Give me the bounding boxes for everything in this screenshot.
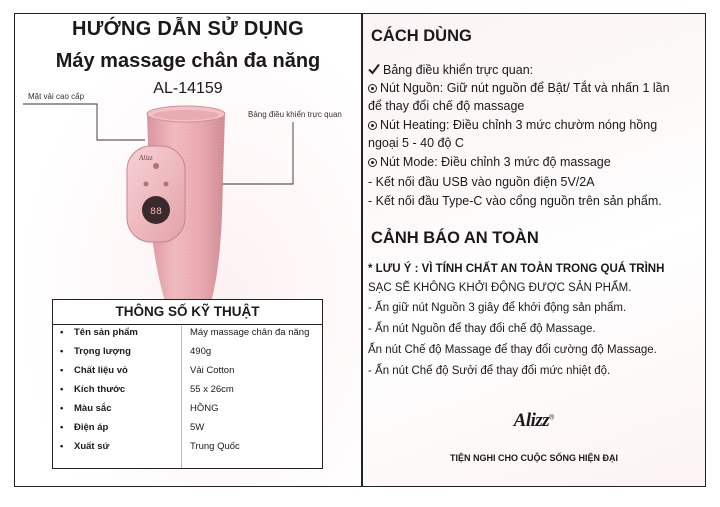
safety-line: * LƯU Ý : VÌ TÍNH CHẤT AN TOÀN TRONG QUÁ TRÌNH [368,263,665,275]
spec-row [52,327,323,346]
spec-value: Trung Quốc [190,441,240,452]
brand-tagline: TIỆN NGHI CHO CUỘC SỐNG HIỆN ĐẠI [449,453,618,463]
brand-logo-text: Alizz [513,410,550,431]
spec-value: Máy massage chân đa năng [190,327,310,338]
spec-key: • Xuất sứ [74,441,109,452]
spec-row [52,384,323,403]
spec-row [52,422,323,441]
manual-title: HƯỚNG DẪN SỬ DỤNG [71,18,304,40]
safety-line: - Ấn nút Chế độ Sưởi để thay đổi mức nhiệt độ. [368,365,611,377]
safety-heading: CẢNH BÁO AN TOÀN [371,229,539,247]
control-panel [127,146,185,242]
usage-line: Nút Heating: Điều chỉnh 3 mức chườm nóng hồng [368,118,657,132]
spec-key: • Tên sản phẩm [74,327,138,338]
svg-text:Alizz: Alizz [139,154,153,162]
spec-rows [52,325,323,469]
usage-line: Nút Nguồn: Giữ nút nguồn để Bật/ Tắt và nhấn 1 lần [368,81,670,95]
brand-logo [363,410,705,432]
spec-key: • Chất liệu vỏ [74,365,128,376]
usage-line: Bảng điều khiển trực quan: [368,63,533,77]
safety-line: - Ấn giữ nút Nguồn 3 giây để khởi động sản phẩm. [368,302,627,314]
safety-line: Ấn nút Chế độ Massage để thay đổi cường độ Massage. [368,344,657,356]
model-number: AL-14159 [153,80,223,97]
device-illustration [15,14,361,304]
spec-row [52,346,323,365]
radio-bullet-icon [368,158,377,167]
callout-panel-label: Bảng điều khiển trực quan [248,110,342,119]
callout-fabric-label: Mặt vải cao cấp [28,92,85,101]
spec-row [52,403,323,422]
usage-line: - Kết nối đầu Type-C vào cổng nguồn trên sản phẩm. [368,194,662,208]
checkmark-icon [368,63,380,75]
spec-table-title: THÔNG SỐ KỸ THUẬT [52,299,323,325]
usage-line: ngoại 5 - 40 độ C [368,136,464,150]
callout-line-fabric [23,104,145,140]
spec-key: • Trọng lượng [74,346,131,357]
display-digits: 88 [149,207,163,218]
spec-value: Vải Cotton [190,365,235,376]
spec-key: • Kích thước [74,384,125,395]
spec-value: HỒNG [190,403,219,414]
spec-key: • Màu sắc [74,403,112,414]
spec-value: 55 x 26cm [190,384,234,395]
usage-heading: CÁCH DÙNG [371,27,472,45]
safety-line: - Ấn nút Nguồn để thay đổi chế độ Massage. [368,323,596,335]
radio-bullet-icon [368,121,377,130]
spec-row [52,441,323,460]
spec-row [52,365,323,384]
spec-value: 490g [190,346,212,357]
spec-value: 5W [190,422,205,433]
safety-line: SẠC SẼ KHÔNG KHỞI ĐỘNG ĐƯỢC SẢN PHẨM. [368,282,632,294]
usage-line: Nút Mode: Điều chỉnh 3 mức độ massage [368,155,611,169]
callout-line-panel [220,122,293,184]
registered-mark: ® [549,414,555,422]
spec-key: • Điện áp [74,422,108,433]
radio-bullet-icon [368,84,377,93]
usage-line: - Kết nối đầu USB vào nguồn điện 5V/2A [368,175,595,189]
usage-line: để thay đổi chế độ massage [368,99,525,113]
product-title: Máy massage chân đa năng [55,50,321,72]
